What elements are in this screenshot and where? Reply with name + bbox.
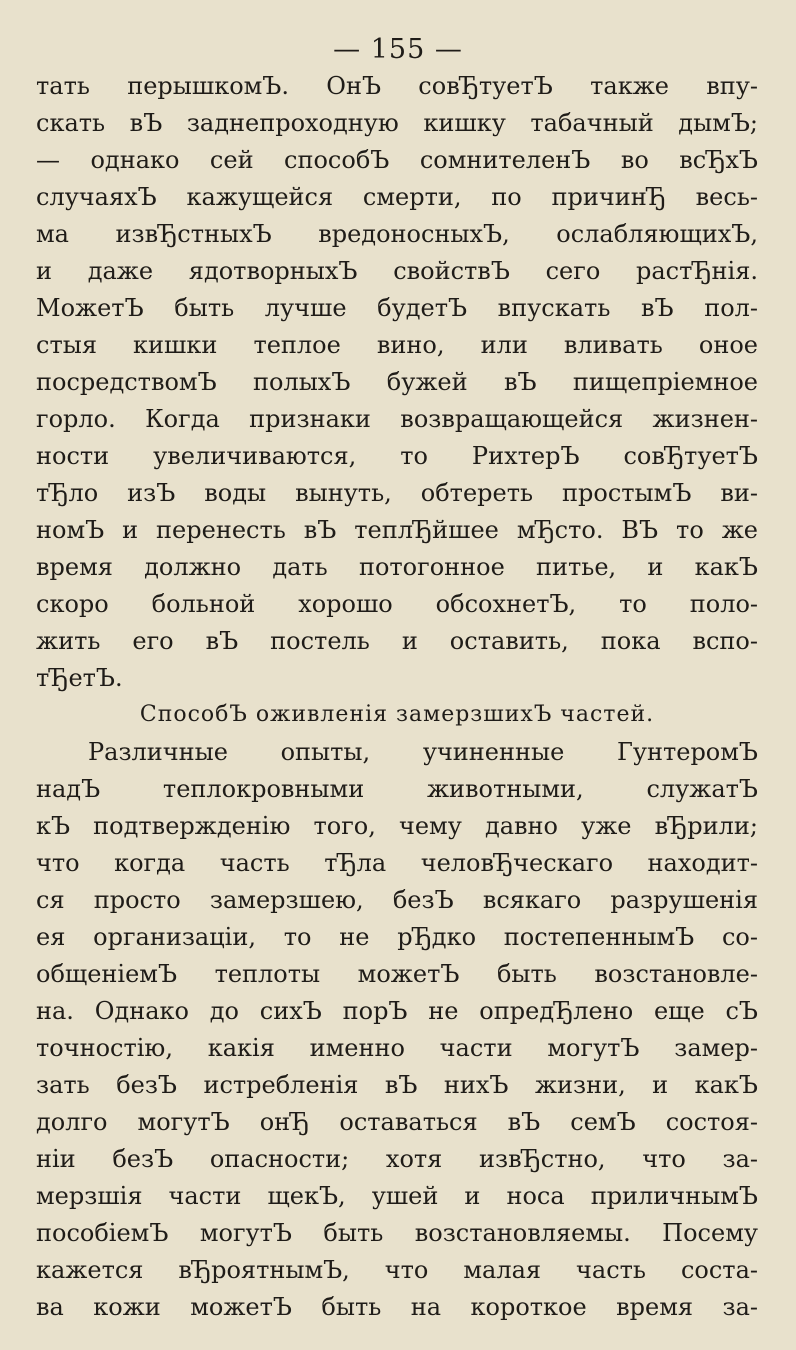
text-line: ея организаціи, то не рЂдко постепеннымЪ со- [36, 923, 758, 951]
text-line: случаяхЪ кажущейся смерти, по причинЂ весь- [36, 183, 758, 211]
text-line: тать перышкомЪ. ОнЪ совЂтуетЪ также впу- [36, 72, 758, 100]
text-line: Различные опыты, учиненные ГунтеромЪ [88, 738, 758, 766]
section-heading: СпособЪ оживленія замерзшихЪ частей. [139, 702, 655, 727]
text-line: кажется вЂроятнымЪ, что малая часть соста- [36, 1256, 758, 1284]
text-line: посредствомЪ полыхЪ бужей вЪ пищепріемное [36, 368, 758, 396]
text-line: тЂло изЪ воды вынуть, обтереть простымЪ ви- [36, 479, 758, 507]
text-line: номЪ и перенесть вЪ теплЂйшее мЂсто. ВЪ то же [36, 516, 758, 544]
text-line: — однако сей способЪ сомнителенЪ во всЂхЪ [36, 146, 758, 174]
text-line: мерзшія части щекЪ, ушей и носа приличнымЪ [36, 1182, 758, 1210]
text-line: ма извЂстныхЪ вредоносныхЪ, ослабляющихЪ, [36, 220, 758, 248]
text-line: что когда часть тЂла человЂческаго находит- [36, 849, 758, 877]
text-line: скать вЪ заднепроходную кишку табачный дымЪ; [36, 109, 758, 137]
text-line: ніи безЪ опасности; хотя извЂстно, что за- [36, 1145, 758, 1173]
page-number: — 155 — [333, 34, 463, 65]
text-line: стыя кишки теплое вино, или вливать оное [36, 331, 758, 359]
text-line: время должно дать потогонное питье, и какЪ [36, 553, 758, 581]
text-line: зать безЪ истребленія вЪ нихЪ жизни, и какЪ [36, 1071, 758, 1099]
text-line: пособіемЪ могутЪ быть возстановляемы. Посему [36, 1219, 758, 1247]
text-line: ности увеличиваются, то РихтерЪ совЂтуетЪ [36, 442, 758, 470]
text-line: и даже ядотворныхЪ свойствЪ сего растЂнія. [36, 257, 758, 285]
text-line: надЪ теплокровными животными, служатЪ [36, 775, 758, 803]
text-line: жить его вЪ постель и оставить, пока вспо- [36, 627, 758, 655]
text-line: кЪ подтвержденію того, чему давно уже вЂрили; [36, 812, 758, 840]
text-line: ва кожи можетЪ быть на короткое время за- [36, 1293, 758, 1321]
text-line: МожетЪ быть лучше будетЪ впускать вЪ пол- [36, 294, 758, 322]
text-line: тЂетЪ. [36, 664, 123, 692]
text-line: точностію, какія именно части могутЪ замер- [36, 1034, 758, 1062]
text-line: долго могутЪ онЂ оставаться вЪ семЪ состоя- [36, 1108, 758, 1136]
text-line: горло. Когда признаки возвращающейся жизнен- [36, 405, 758, 433]
text-line: ся просто замерзшею, безЪ всякаго разрушенія [36, 886, 758, 914]
text-line: на. Однако до сихЪ порЪ не опредЂлено еще сЪ [36, 997, 758, 1025]
text-line: скоро больной хорошо обсохнетЪ, то поло- [36, 590, 758, 618]
text-line: общеніемЪ теплоты можетЪ быть возстановле- [36, 960, 758, 988]
